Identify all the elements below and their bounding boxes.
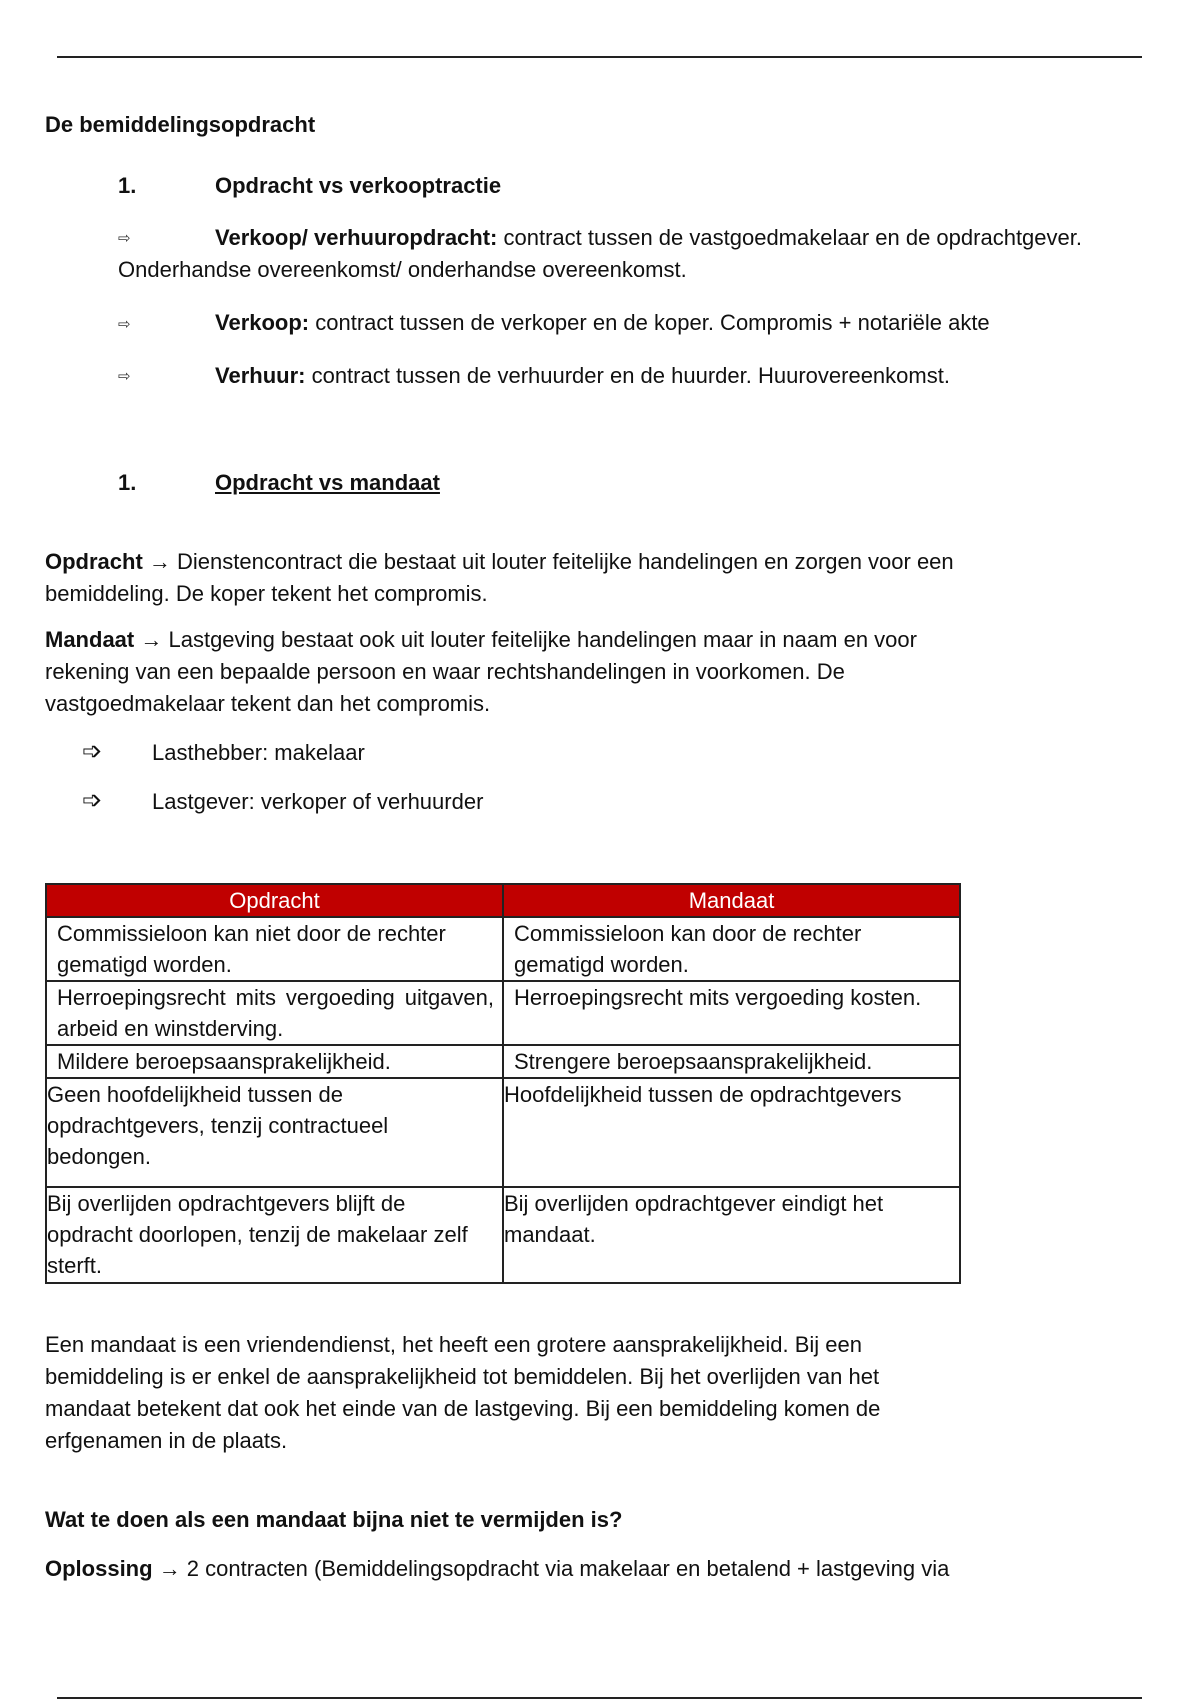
table-cell: Hoofdelijkheid tussen de opdrachtgevers [503,1078,960,1187]
page-heading: De bemiddelingsopdracht [45,112,316,137]
table-row [46,917,960,981]
oplossing-text: 2 contracten (Bemiddelingsopdracht via makelaar en betalend + lastgeving via [180,1556,950,1581]
mandaat-line: rekening van een bepaalde persoon en waar rechtshandelingen in voorkomen. De [45,659,845,684]
table-cell: Strengere beroepsaansprakelijkheid. [503,1045,960,1078]
comparison-table [45,883,961,1284]
bottom-rule [57,1697,1142,1699]
header-mandaat: Mandaat [503,884,960,917]
arrow-right-icon: ⇨ [118,316,131,333]
table-cell: Herroepingsrecht mits vergoeding kosten. [503,981,960,1045]
bullet-verkoop [118,307,1178,339]
section-1-number: 1. [118,173,137,198]
bullet-verhuur [118,360,1178,392]
table-cell: Herroepingsrecht mits vergoeding uitgaven, arbeid en winstderving. [46,981,503,1045]
mandaat-term: Mandaat [45,627,135,652]
table-cell: Geen hoofdelijkheid tussen de opdrachtgevers, tenzij contractueel bedongen. [46,1078,503,1187]
bullet-term: Verhuur: [215,363,306,388]
arrow-right-icon: → [140,627,163,652]
summary-line: bemiddeling is er enkel de aansprakelijkheid tot bemiddelen. Bij het overlijden van het [45,1364,880,1389]
header-opdracht: Opdracht [46,884,503,917]
opdracht-line: Dienstencontract die bestaat uit louter feitelijke handelingen en zorgen voor een [170,549,954,574]
bullet-text: contract tussen de verkoper en de koper. Compromis + notariële akte [309,310,990,335]
bullet-verkoop-verhuuropdracht [118,222,1178,254]
mandaat-line: Lastgeving bestaat ook uit louter feitelijke handelingen maar in naam en voor [162,627,917,652]
table-cell: Commissieloon kan door de rechter gematigd worden. [503,917,960,981]
arrow-right-icon: ⇨ [118,368,131,385]
arrow-right-icon: ⇨ [118,230,131,247]
arrow-right-icon: → [158,1556,181,1581]
table-row [46,1187,960,1283]
bullet-term: Verkoop: [215,310,310,335]
table-cell: Commissieloon kan niet door de rechter gematigd worden. [46,917,503,981]
opdracht-definition [45,546,1065,610]
arrow-right-icon: → [148,549,171,574]
bold-arrow-icon: ➩ [82,787,103,814]
mandaat-definition [45,624,1065,720]
role-lasthebber: Lasthebber: makelaar [152,740,365,765]
top-rule [57,56,1142,58]
summary-line: Een mandaat is een vriendendienst, het heeft een grotere aansprakelijkheid. Bij een [45,1332,862,1357]
table-header-row [46,884,960,917]
table-row [46,981,960,1045]
question-heading: Wat te doen als een mandaat bijna niet te vermijden is? [45,1507,623,1532]
bullet-text: contract tussen de vastgoedmakelaar en de opdrachtgever. [497,225,1082,250]
bold-arrow-icon: ➩ [82,738,103,765]
bullet-text: contract tussen de verhuurder en de huurder. Huurovereenkomst. [305,363,950,388]
role-lastgever: Lastgever: verkoper of verhuurder [152,789,484,814]
bullet-continuation: Onderhandse overeenkomst/ onderhandse overeenkomst. [118,257,687,282]
opdracht-term: Opdracht [45,549,143,574]
table-cell: Mildere beroepsaansprakelijkheid. [46,1045,503,1078]
opdracht-line: bemiddeling. De koper tekent het compromis. [45,581,488,606]
oplossing-line [45,1553,1065,1585]
summary-line: mandaat betekent dat ook het einde van de lastgeving. Bij een bemiddeling komen de [45,1396,881,1421]
table-cell: Bij overlijden opdrachtgevers blijft de opdracht doorlopen, tenzij de makelaar zelf sterft. [46,1187,503,1283]
section-1-title: Opdracht vs verkooptractie [215,173,502,198]
summary-line: erfgenamen in de plaats. [45,1428,288,1453]
mandaat-line: vastgoedmakelaar tekent dan het compromis. [45,691,491,716]
table-row [46,1045,960,1078]
summary-paragraph [45,1329,1065,1457]
section-2-number: 1. [118,470,137,495]
table-row [46,1078,960,1187]
table-cell: Bij overlijden opdrachtgever eindigt het mandaat. [503,1187,960,1283]
bullet-term: Verkoop/ verhuuropdracht: [215,225,498,250]
oplossing-term: Oplossing [45,1556,153,1581]
section-2-title: Opdracht vs mandaat [215,470,440,495]
